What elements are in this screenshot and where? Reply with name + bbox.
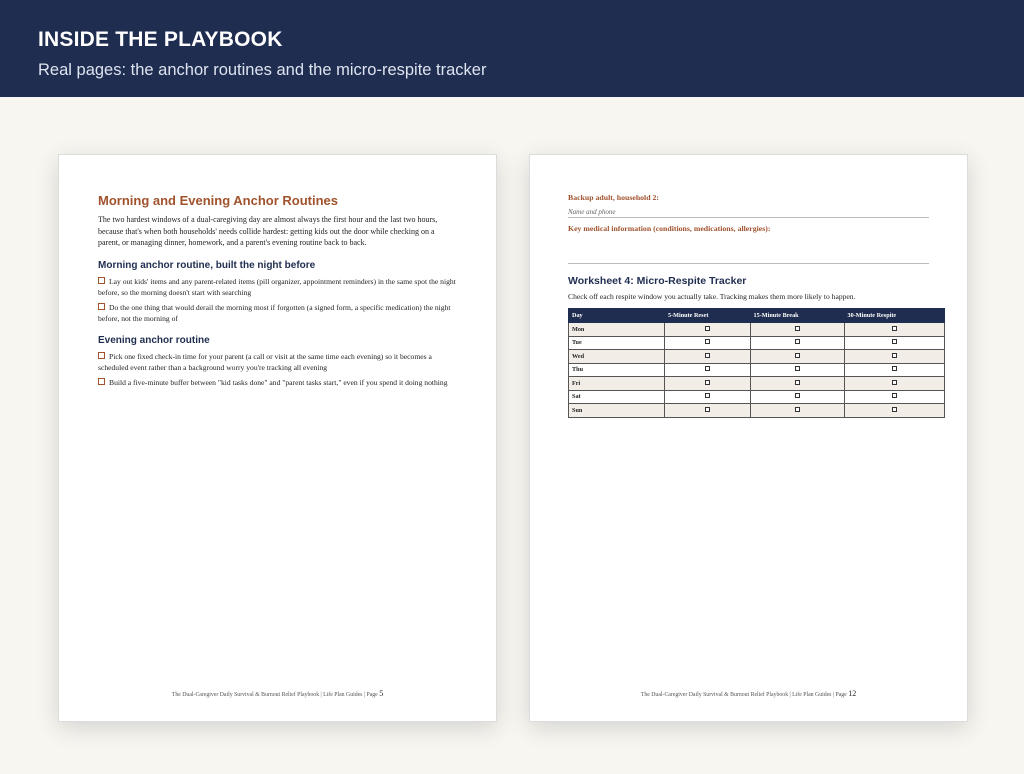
fill-in-line [568, 263, 929, 264]
page-footer [530, 689, 967, 698]
checkbox-cell [844, 363, 944, 377]
checkbox-cell [844, 377, 944, 391]
checkbox-icon [795, 339, 800, 344]
checkbox-cell [665, 336, 751, 350]
checklist-item [98, 377, 458, 388]
table-row [569, 336, 945, 350]
checkbox-cell [844, 390, 944, 404]
checkbox-cell [844, 404, 944, 418]
column-header: 15-Minute Break [750, 309, 844, 323]
day-cell: Tue [569, 336, 665, 350]
checkbox-cell [750, 350, 844, 364]
checkbox-cell [844, 336, 944, 350]
checkbox-icon [892, 339, 897, 344]
banner-subtitle: Real pages: the anchor routines and the micro-respite tracker [38, 61, 487, 79]
checkbox-cell [665, 390, 751, 404]
checkbox-icon [98, 303, 105, 310]
page-footer [59, 689, 496, 698]
checkbox-icon [705, 380, 710, 385]
checkbox-cell [665, 350, 751, 364]
checklist-item-text: Build a five-minute buffer between "kid tasks done" and "parent tasks start," even if you spend it doing nothing [109, 378, 448, 387]
table-row [569, 323, 945, 337]
column-header: 5-Minute Reset [665, 309, 751, 323]
footer-text: The Dual-Caregiver Daily Survival & Burnout Relief Playbook | Life Plan Guides | Page [640, 692, 847, 698]
checkbox-icon [892, 366, 897, 371]
column-header: 30-Minute Respite [844, 309, 944, 323]
checkbox-icon [795, 393, 800, 398]
checkbox-cell [750, 323, 844, 337]
checkbox-icon [795, 380, 800, 385]
checkbox-cell [750, 336, 844, 350]
table-row [569, 404, 945, 418]
checkbox-cell [750, 377, 844, 391]
checkbox-cell [665, 404, 751, 418]
checklist-item [98, 351, 458, 374]
checkbox-icon [795, 353, 800, 358]
checkbox-cell [665, 323, 751, 337]
banner-title: INSIDE THE PLAYBOOK [38, 28, 283, 51]
checklist-item-text: Pick one fixed check-in time for your parent (a call or visit at the same time each evening) so it becomes a scheduled event rather than a background worry you're tracking all evening [98, 352, 432, 373]
column-header: Day [569, 309, 665, 323]
checkbox-icon [892, 407, 897, 412]
checkbox-cell [750, 404, 844, 418]
checkbox-icon [795, 366, 800, 371]
fill-in-line [568, 217, 929, 218]
checkbox-icon [892, 326, 897, 331]
checkbox-icon [705, 326, 710, 331]
page-number: 12 [848, 689, 857, 698]
page-number: 5 [379, 689, 384, 698]
checkbox-icon [98, 378, 105, 385]
page-preview-right [529, 154, 968, 722]
header-banner [0, 0, 1024, 97]
day-cell: Sun [569, 404, 665, 418]
checkbox-icon [705, 353, 710, 358]
checkbox-icon [892, 393, 897, 398]
checkbox-icon [98, 277, 105, 284]
page-title: Morning and Evening Anchor Routines [98, 193, 339, 208]
intro-paragraph: The two hardest windows of a dual-caregiving day are almost always the first hour and the last two hours, because that's when both households' needs collide hardest: getting kids out the door while checking on a parent, or managing dinner, homework, and a parent's evening routine back to back. [98, 215, 438, 248]
morning-heading: Morning anchor routine, built the night before [98, 260, 316, 271]
evening-heading: Evening anchor routine [98, 335, 210, 346]
table-row [569, 363, 945, 377]
checkbox-cell [750, 363, 844, 377]
checkbox-icon [795, 326, 800, 331]
day-cell: Sat [569, 390, 665, 404]
respite-tracker-table [568, 308, 945, 418]
day-cell: Thu [569, 363, 665, 377]
day-cell: Fri [569, 377, 665, 391]
checkbox-icon [705, 366, 710, 371]
day-cell: Wed [569, 350, 665, 364]
checkbox-icon [705, 407, 710, 412]
checklist-item-text: Lay out kids' items and any parent-related items (pill organizer, appointment reminders) in the same spot the night before, so the morning doesn't start with searching [98, 277, 456, 298]
table-row [569, 390, 945, 404]
table-header-row [569, 309, 945, 323]
checkbox-icon [892, 380, 897, 385]
checkbox-cell [844, 323, 944, 337]
backup-adult-label: Backup adult, household 2: [568, 193, 659, 202]
checkbox-icon [705, 339, 710, 344]
checkbox-cell [750, 390, 844, 404]
checkbox-icon [892, 353, 897, 358]
checklist-item [98, 302, 458, 325]
worksheet-description: Check off each respite window you actually take. Tracking makes them more likely to happen. [568, 292, 856, 301]
worksheet-title: Worksheet 4: Micro-Respite Tracker [568, 275, 747, 287]
checkbox-cell [844, 350, 944, 364]
checklist-item [98, 276, 458, 299]
backup-adult-hint: Name and phone [568, 208, 616, 216]
checkbox-icon [705, 393, 710, 398]
day-cell: Mon [569, 323, 665, 337]
checkbox-icon [98, 352, 105, 359]
footer-text: The Dual-Caregiver Daily Survival & Burnout Relief Playbook | Life Plan Guides | Page [171, 692, 378, 698]
table-row [569, 377, 945, 391]
checkbox-cell [665, 363, 751, 377]
checkbox-icon [795, 407, 800, 412]
checklist-item-text: Do the one thing that would derail the morning most if forgotten (a signed form, a specific medication) the night before, not the morning of [98, 303, 451, 324]
table-row [569, 350, 945, 364]
medical-info-label: Key medical information (conditions, medications, allergies): [568, 224, 771, 233]
page-preview-left [58, 154, 497, 722]
checkbox-cell [665, 377, 751, 391]
